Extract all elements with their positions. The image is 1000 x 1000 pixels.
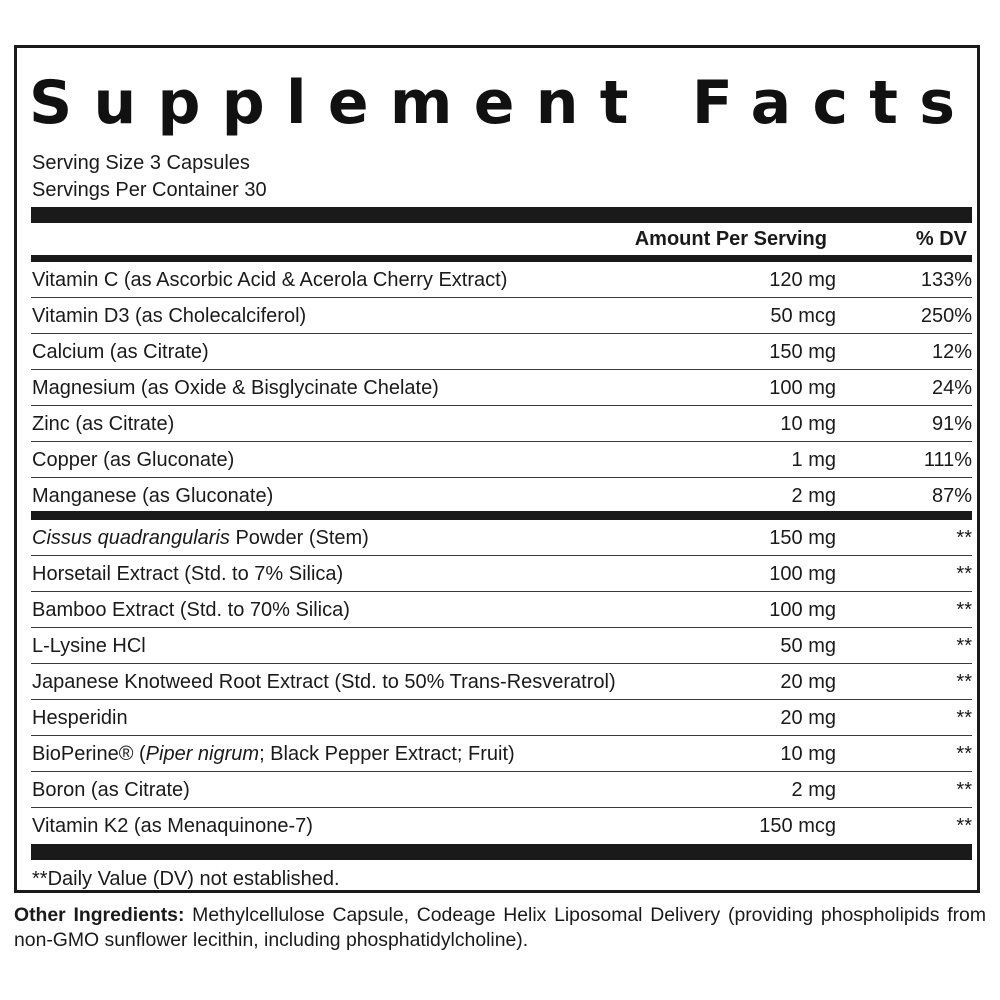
- nutrient-amount: 2 mg: [791, 485, 836, 507]
- ingredient-amount: 20 mg: [780, 707, 836, 729]
- ingredient-name: [32, 743, 515, 766]
- column-header-amount: Amount Per Serving: [634, 228, 827, 250]
- column-header-dv: % DV: [915, 228, 967, 250]
- ingredient-row: [31, 736, 972, 772]
- ingredient-row: [31, 592, 972, 628]
- ingredient-amount: 50 mg: [780, 635, 836, 657]
- nutrient-amount: 10 mg: [780, 413, 836, 435]
- ingredient-row: [31, 664, 972, 700]
- ingredient-dv: **: [956, 563, 972, 585]
- nutrient-row: [31, 262, 972, 298]
- ingredient-name: Hesperidin: [32, 707, 128, 729]
- ingredient-dv: **: [956, 707, 972, 729]
- nutrient-name: Zinc (as Citrate): [32, 413, 175, 435]
- ingredient-amount: 100 mg: [769, 563, 836, 585]
- ingredient-name-pre: BioPerine® (: [32, 743, 146, 765]
- nutrient-amount: 100 mg: [769, 377, 836, 399]
- divider-bar-bottom: [31, 844, 972, 860]
- other-ingredient-rows: [31, 520, 972, 844]
- ingredient-amount: 10 mg: [780, 743, 836, 765]
- ingredient-dv: **: [956, 635, 972, 657]
- servings-per-container: Servings Per Container 30: [32, 179, 267, 201]
- ingredient-amount: 100 mg: [769, 599, 836, 621]
- nutrient-row: [31, 334, 972, 370]
- serving-size: Serving Size 3 Capsules: [32, 152, 250, 174]
- nutrient-dv: 87%: [931, 485, 972, 507]
- ingredient-row: [31, 556, 972, 592]
- ingredient-dv: **: [956, 779, 972, 801]
- nutrient-row: [31, 298, 972, 334]
- ingredient-name-rest: ; Black Pepper Extract; Fruit): [259, 743, 515, 765]
- ingredient-name-italic: Cissus quadrangularis: [32, 527, 230, 549]
- nutrient-name: Copper (as Gluconate): [32, 449, 235, 471]
- ingredient-name: Vitamin K2 (as Menaquinone-7): [32, 815, 313, 837]
- nutrient-row: [31, 406, 972, 442]
- ingredient-name: Bamboo Extract (Std. to 70% Silica): [32, 599, 350, 621]
- nutrient-amount: 1 mg: [791, 449, 836, 471]
- ingredient-name: L-Lysine HCl: [32, 635, 146, 657]
- ingredient-name-italic: Piper nigrum: [145, 743, 260, 765]
- panel-title: Supplement Facts: [29, 68, 977, 138]
- ingredient-name: Horsetail Extract (Std. to 7% Silica): [32, 563, 344, 585]
- ingredient-dv: **: [956, 815, 972, 837]
- ingredient-row: [31, 772, 972, 808]
- ingredient-name: Boron (as Citrate): [32, 779, 190, 801]
- ingredient-dv: **: [956, 527, 972, 549]
- ingredient-amount: 150 mcg: [759, 815, 836, 837]
- other-ingredients-statement: [14, 903, 986, 953]
- ingredient-amount: 150 mg: [769, 527, 836, 549]
- ingredient-name: Japanese Knotweed Root Extract (Std. to 50% Trans-Resveratrol): [32, 671, 616, 693]
- nutrient-dv: 133%: [920, 269, 972, 291]
- other-ingredients-text: Methylcellulose Capsule, Codeage Helix Liposomal Delivery (providing phospholipids from non-GMO sunflower lecithin, including phosphatidylcholine).: [14, 904, 986, 951]
- vitamin-mineral-rows: [31, 262, 972, 514]
- nutrient-amount: 50 mcg: [770, 305, 836, 327]
- other-ingredients-label: Other Ingredients:: [14, 904, 185, 926]
- ingredient-name: [32, 527, 369, 550]
- nutrient-name: Magnesium (as Oxide & Bisglycinate Chelate): [32, 377, 439, 399]
- nutrient-row: [31, 442, 972, 478]
- ingredient-dv: **: [956, 671, 972, 693]
- ingredient-row: [31, 700, 972, 736]
- ingredient-dv: **: [956, 599, 972, 621]
- ingredient-dv: **: [956, 743, 972, 765]
- nutrient-name: Vitamin D3 (as Cholecalciferol): [32, 305, 307, 327]
- nutrient-name: Manganese (as Gluconate): [32, 485, 274, 507]
- nutrient-amount: 150 mg: [769, 341, 836, 363]
- ingredient-row: [31, 628, 972, 664]
- nutrient-amount: 120 mg: [769, 269, 836, 291]
- nutrient-dv: 91%: [931, 413, 972, 435]
- nutrient-name: Calcium (as Citrate): [32, 341, 209, 363]
- nutrient-row: [31, 370, 972, 406]
- nutrient-row: [31, 478, 972, 514]
- nutrient-dv: 250%: [920, 305, 972, 327]
- nutrient-dv: 12%: [931, 341, 972, 363]
- divider-bar-top: [31, 207, 972, 223]
- ingredient-name-rest: Powder (Stem): [229, 527, 369, 549]
- ingredient-row: [31, 808, 972, 844]
- supplement-facts-panel: [14, 45, 980, 893]
- daily-value-footnote: **Daily Value (DV) not established.: [32, 868, 340, 890]
- nutrient-dv: 24%: [931, 377, 972, 399]
- divider-bar-middle: [31, 511, 972, 520]
- nutrient-name: Vitamin C (as Ascorbic Acid & Acerola Cherry Extract): [32, 269, 508, 291]
- nutrient-dv: 111%: [923, 449, 972, 471]
- divider-bar-header: [31, 255, 972, 262]
- ingredient-amount: 20 mg: [780, 671, 836, 693]
- ingredient-amount: 2 mg: [791, 779, 836, 801]
- ingredient-row: [31, 520, 972, 556]
